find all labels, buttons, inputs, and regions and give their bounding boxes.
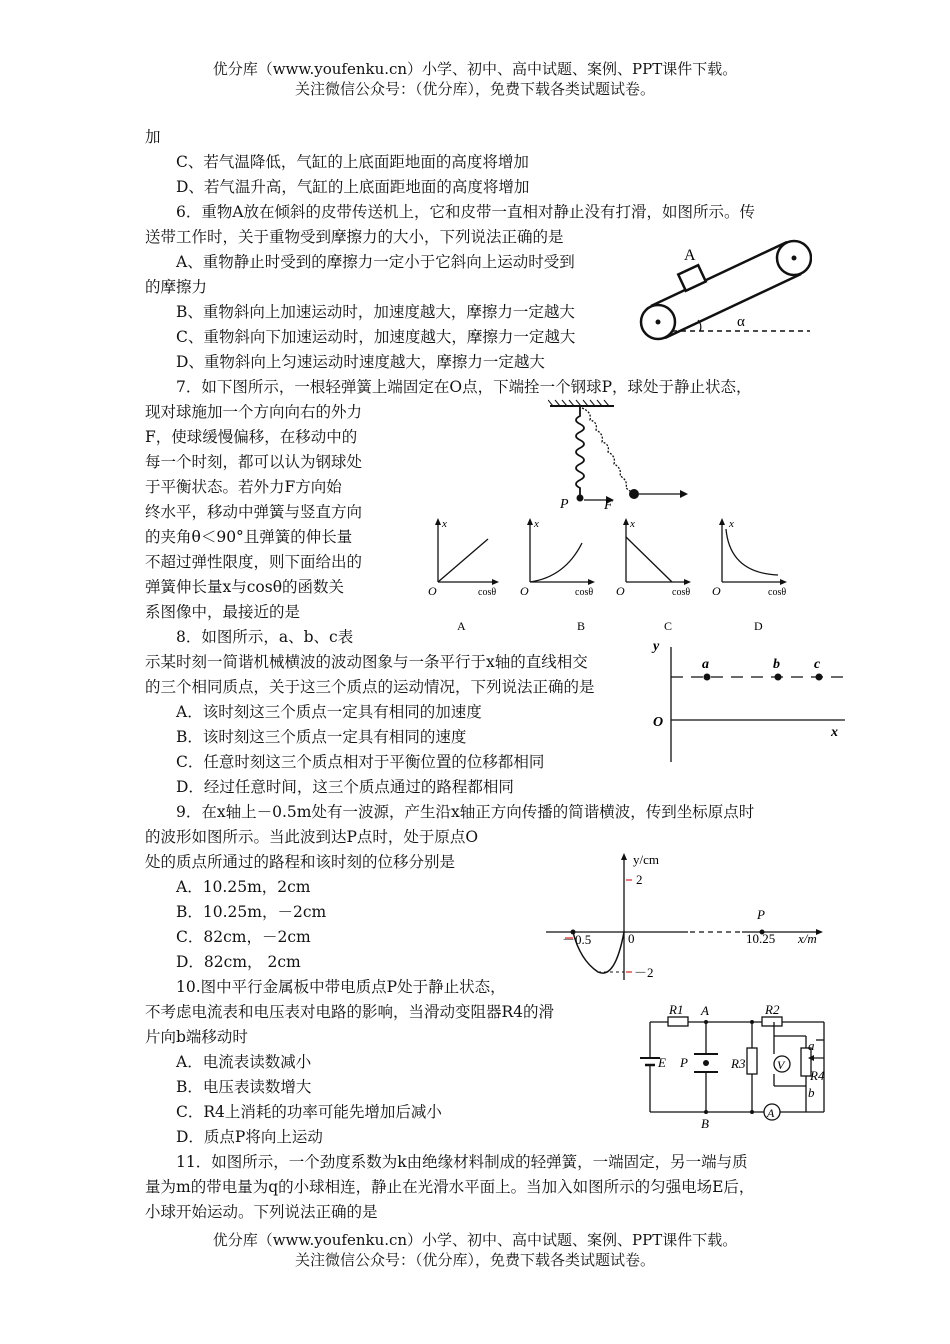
x-axis-label: cosθ — [575, 587, 594, 598]
origin-label: O — [428, 584, 437, 598]
p-position-label: 10.25 — [746, 931, 776, 946]
r4-label: R4 — [810, 1068, 825, 1083]
question-9-stem-2: 的波形如图所示。当此波到达P点时，处于原点O — [145, 828, 479, 846]
question-8-stem: 8．如图所示，a、b、c表 — [176, 628, 354, 646]
question-7-line: 每一个时刻，都可以认为钢球处 — [145, 453, 363, 471]
x-axis-label: cosθ — [478, 587, 497, 598]
r1-label: R1 — [669, 1002, 684, 1017]
label-b: b — [773, 657, 780, 672]
graph-label: B — [577, 619, 586, 633]
circuit-figure — [638, 1000, 838, 1135]
option-d-q6: D、重物斜向上匀速运动时速度越大，摩擦力一定越大 — [176, 353, 545, 371]
x-axis-label: cosθ — [672, 587, 691, 598]
y-top-label: 2 — [636, 872, 643, 887]
option-a-q8: A．该时刻这三个质点一定具有相同的加速度 — [176, 703, 482, 721]
option-c-q10: C．R4上消耗的功率可能先增加后减小 — [176, 1103, 442, 1121]
y-axis-label: x — [729, 518, 734, 530]
anchor-label: P — [560, 497, 569, 512]
option-d-q5: D、若气温升高，气缸的上底面距地面的高度将增加 — [176, 178, 530, 196]
label-c: c — [814, 657, 821, 672]
question-11-stem-3: 小球开始运动。下列说法正确的是 — [145, 1203, 378, 1221]
graph-options-figure — [420, 515, 805, 635]
origin-label: O — [712, 584, 721, 598]
ammeter-label: A — [767, 1106, 775, 1120]
question-10-stem: 10.图中平行金属板中带电质点P处于静止状态， — [176, 978, 506, 996]
graph-label: D — [754, 619, 763, 633]
option-d-q8: D．经过任意时间，这三个质点通过的路程都相同 — [176, 778, 514, 796]
question-10-stem-3: 片向b端移动时 — [145, 1028, 248, 1046]
question-7-line: 于平衡状态。若外力F方向始 — [145, 478, 342, 496]
header-line-1: 优分库（www.youfenku.cn）小学、初中、高中试题、案例、PPT课件下载。 — [212, 60, 738, 78]
emf-label: E — [658, 1055, 666, 1070]
wave-points-figure — [645, 632, 850, 767]
y-axis-label: x — [442, 518, 447, 530]
question-11-stem-2: 量为m的带电量为q的小球相连，静止在光滑水平面上。当加入如图所示的匀强电场E后， — [145, 1178, 755, 1196]
question-8-stem-3: 的三个相同质点，关于这三个质点的运动情况，下列说法正确的是 — [145, 678, 595, 696]
node-b-label: B — [701, 1116, 709, 1131]
question-7-line: F，使球缓慢偏移，在移动中的 — [145, 428, 358, 446]
footer-line-2: 关注微信公众号：（优分库），免费下载各类试题试卷。 — [294, 1251, 655, 1269]
point-a — [704, 674, 711, 681]
question-7-line: 不超过弹性限度，则下面给出的 — [145, 553, 363, 571]
option-b-q6: B、重物斜向上加速运动时，加速度越大，摩擦力一定越大 — [176, 303, 575, 321]
origin-label: O — [653, 715, 664, 730]
point-p-label: P — [757, 907, 765, 922]
conveyor-belt-figure — [632, 236, 812, 341]
question-9-stem-3: 处的质点所通过的路程和该时刻的位移分别是 — [145, 853, 456, 871]
question-6-stem-2: 送带工作时，关于重物受到摩擦力的大小，下列说法正确的是 — [145, 228, 564, 246]
y-axis-label: x — [630, 518, 635, 530]
x-axis-label: x/m — [798, 931, 817, 946]
graph-label: C — [664, 619, 673, 633]
r3-label: R3 — [731, 1056, 746, 1071]
angle-label: α — [737, 314, 745, 330]
graph-label: A — [457, 619, 466, 633]
option-c-q8: C．任意时刻这三个质点相对于平衡位置的位移都相同 — [176, 753, 545, 771]
option-a-q10: A．电流表读数减小 — [176, 1053, 312, 1071]
slider-b-label: b — [808, 1085, 815, 1100]
y-axis-label: y — [653, 639, 660, 654]
slider-a-label: a — [808, 1038, 815, 1053]
block-label: A — [684, 247, 696, 264]
x-axis-label: x — [831, 725, 838, 740]
spring-figure — [548, 398, 688, 514]
option-b-q9: B．10.25m，－2cm — [176, 903, 327, 921]
option-b-q8: B．该时刻这三个质点一定具有相同的速度 — [176, 728, 467, 746]
graph-b — [520, 518, 595, 633]
point-b — [775, 674, 782, 681]
option-d-q9: D．82cm， 2cm — [176, 953, 301, 971]
origin-label: 0 — [628, 931, 635, 946]
y-axis-label: x — [534, 518, 539, 530]
text-line: 加 — [145, 128, 161, 146]
question-11-stem: 11．如图所示，一个劲度系数为k由绝缘材料制成的轻弹簧，一端固定，另一端与质 — [176, 1153, 748, 1171]
point-c — [816, 674, 823, 681]
origin-label: O — [616, 584, 625, 598]
graph-a — [428, 518, 499, 633]
option-d-q10: D．质点P将向上运动 — [176, 1128, 323, 1146]
y-axis-label: y/cm — [633, 852, 659, 867]
question-7-line: 终水平，移动中弹簧与竖直方向 — [145, 503, 363, 521]
graph-c — [616, 518, 691, 633]
label-a: a — [702, 657, 709, 672]
option-a-q6-cont: 的摩擦力 — [145, 278, 208, 296]
voltmeter-label: V — [777, 1058, 785, 1072]
option-a-q9: A．10.25m，2cm — [176, 878, 311, 896]
question-7-line: 的夹角θ＜90°且弹簧的伸长量 — [145, 528, 353, 546]
force-label: F — [604, 498, 613, 513]
question-9-stem: 9．在x轴上－0.5m处有一波源，产生沿x轴正方向传播的简谐横波，传到坐标原点时 — [176, 803, 755, 821]
question-10-stem-2: 不考虑电流表和电压表对电路的影响，当滑动变阻器R4的滑 — [145, 1003, 555, 1021]
question-7-line: 系图像中，最接近的是 — [145, 603, 301, 621]
question-7-line: 现对球施加一个方向向右的外力 — [145, 403, 363, 421]
graph-d — [712, 518, 787, 633]
particle-label: P — [680, 1055, 688, 1070]
y-bottom-label: －2 — [634, 965, 654, 980]
node-a-label: A — [701, 1003, 709, 1018]
option-b-q10: B．电压表读数增大 — [176, 1078, 312, 1096]
option-c-q5: C、若气温降低，气缸的上底面距地面的高度将增加 — [176, 153, 529, 171]
origin-label: O — [520, 584, 529, 598]
x-axis-label: cosθ — [768, 587, 787, 598]
question-8-stem-2: 示某时刻一简谐机械横波的波动图象与一条平行于x轴的直线相交 — [145, 653, 588, 671]
option-a-q6: A、重物静止时受到的摩擦力一定小于它斜向上运动时受到 — [176, 253, 575, 271]
x-neg-label: －0.5 — [562, 932, 592, 947]
question-6-stem: 6．重物A放在倾斜的皮带传送机上，它和皮带一直相对静止没有打滑，如图所示。传 — [176, 203, 756, 221]
question-7-stem: 7．如下图所示，一根轻弹簧上端固定在O点，下端拴一个钢球P，球处于静止状态， — [176, 378, 752, 396]
option-c-q6: C、重物斜向下加速运动时，加速度越大，摩擦力一定越大 — [176, 328, 576, 346]
wave-graph-figure — [540, 850, 830, 985]
question-7-line: 弹簧伸长量x与cosθ的函数关 — [145, 578, 345, 596]
option-c-q9: C．82cm，－2cm — [176, 928, 311, 946]
footer-line-1: 优分库（www.youfenku.cn）小学、初中、高中试题、案例、PPT课件下载。 — [212, 1231, 738, 1249]
r2-label: R2 — [765, 1002, 780, 1017]
header-line-2: 关注微信公众号：（优分库），免费下载各类试题试卷。 — [294, 80, 655, 98]
